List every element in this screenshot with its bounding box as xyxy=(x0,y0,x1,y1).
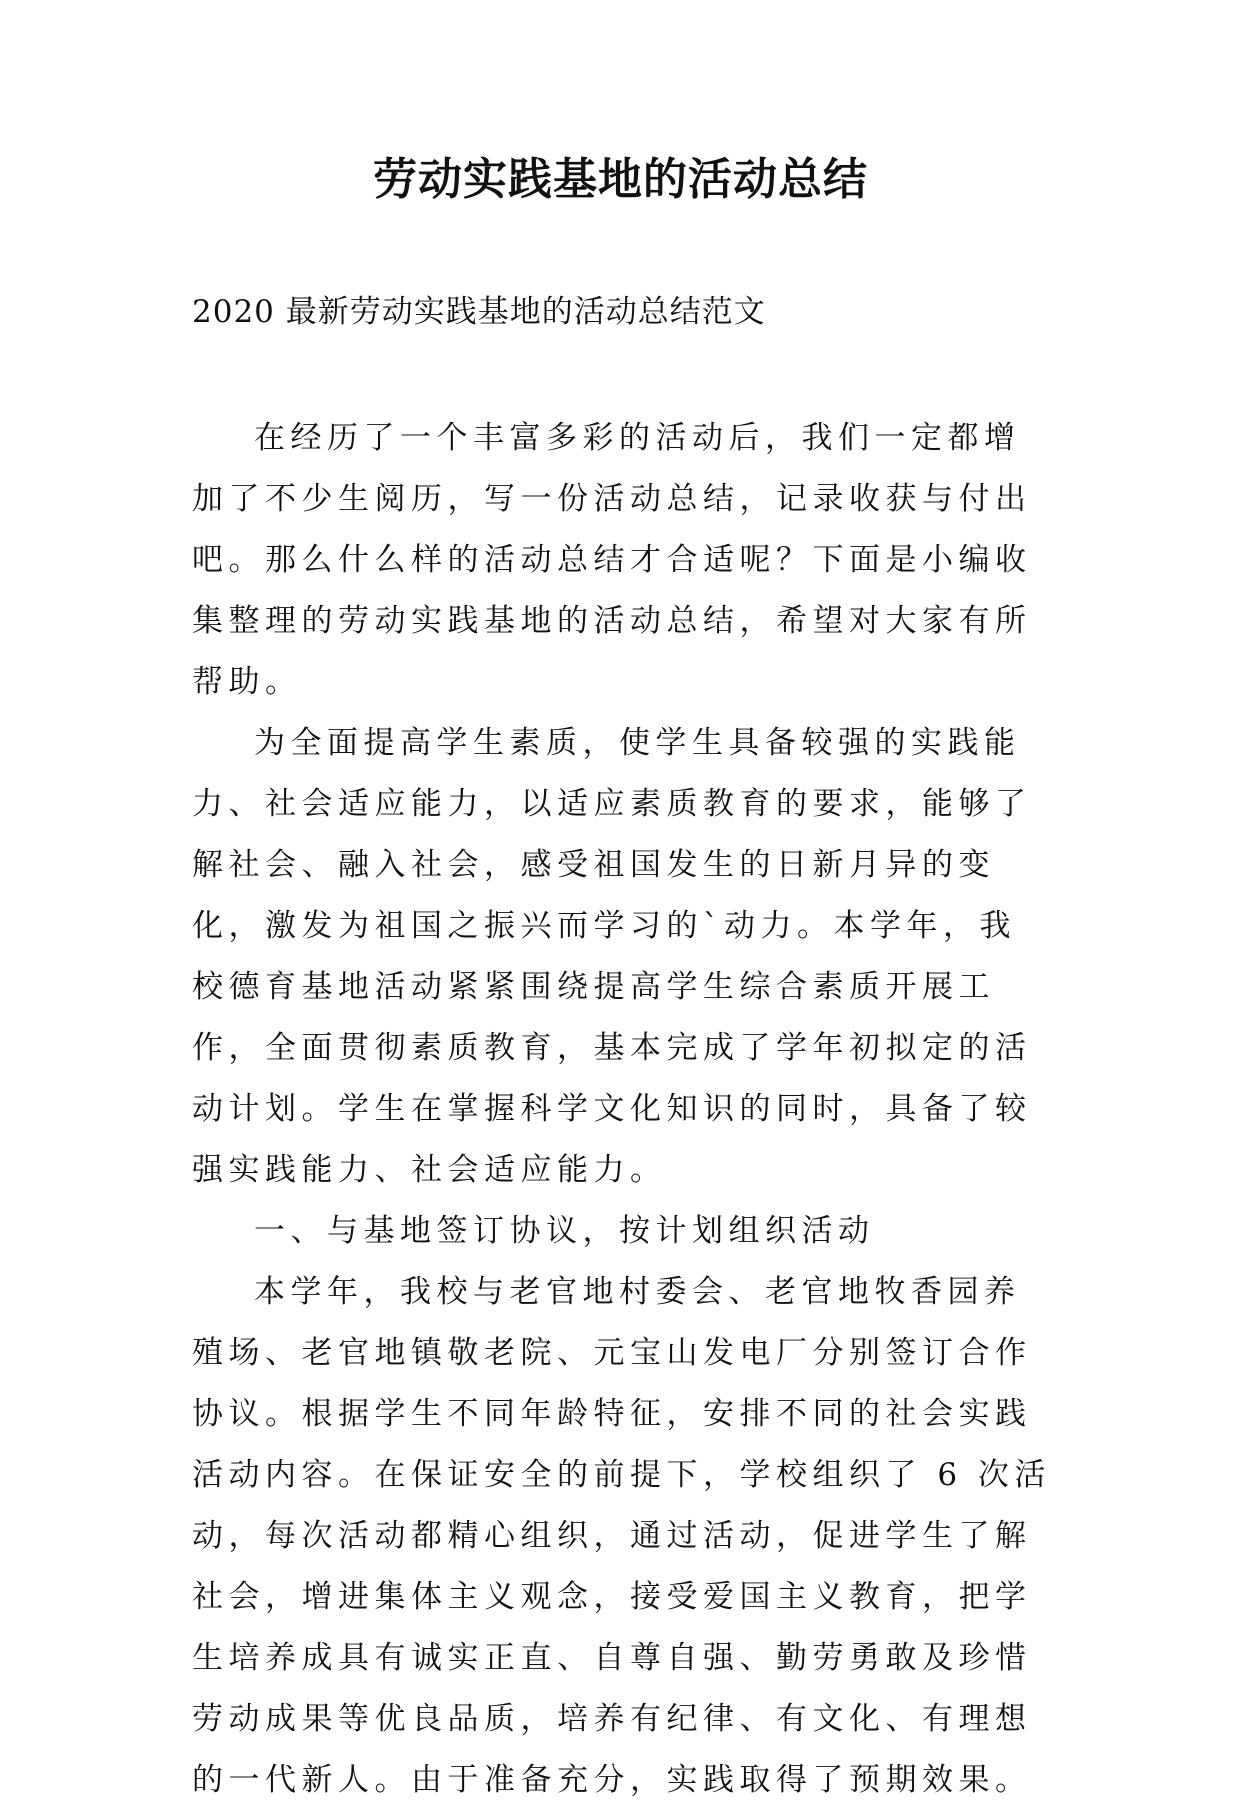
document-body xyxy=(192,408,1052,1811)
paragraph-overview: 为全面提高学生素质，使学生具备较强的实践能力、社会适应能力，以适应素质教育的要求，能够了解社会、融入社会，感受祖国发生的日新月异的变化，激发为祖国之振兴而学习的`动力。本学年，我校德育基地活动紧紧围绕提高学生综合素质开展工作，全面贯彻素质教育，基本完成了学年初拟定的活动计划。学生在掌握科学文化知识的同时，具备了较强实践能力、社会适应能力。 xyxy=(192,725,1032,1188)
section-heading-1: 一、与基地签订协议，按计划组织活动 xyxy=(254,1213,875,1249)
document-subtitle: 2020 最新劳动实践基地的活动总结范文 xyxy=(192,294,766,330)
paragraph-intro: 在经历了一个丰富多彩的活动后，我们一定都增加了不少生阅历，写一份活动总结，记录收获与付出吧。那么什么样的活动总结才合适呢？下面是小编收集整理的劳动实践基地的活动总结，希望对大家有所帮助。 xyxy=(192,420,1032,700)
document-title: 劳动实践基地的活动总结 xyxy=(373,154,868,205)
paragraph-section-1: 本学年，我校与老官地村委会、老官地牧香园养殖场、老官地镇敬老院、元宝山发电厂分别签订合作协议。根据学生不同年龄特征，安排不同的社会实践活动内容。在保证安全的前提下，学校组织了 6 次活动，每次活动都精心组织，通过活动，促进学生了解社会，增进集体主义观念，接受爱国主义教育，把学生培养成具有诚实正直、自尊自强、勤劳勇敢及珍惜劳动成果等优良品质，培养有纪律、有文化、有理想的一代新人。由于准备充分，实践取得了预期效果。 xyxy=(192,1274,1051,1798)
